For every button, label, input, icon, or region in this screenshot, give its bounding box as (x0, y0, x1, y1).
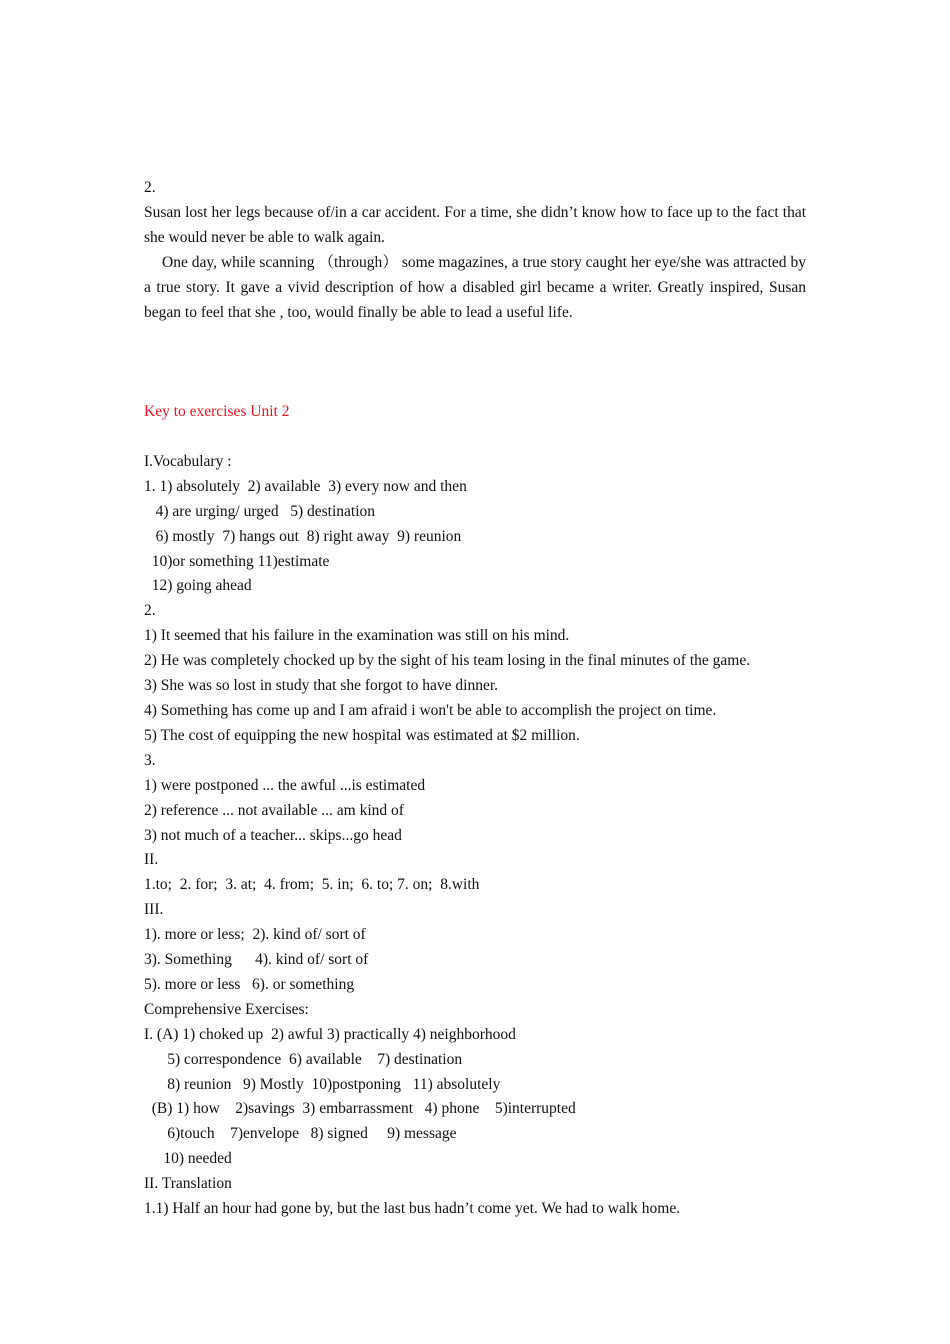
answer-line: 4) are urging/ urged 5) destination (144, 502, 376, 520)
answer-line: 1). more or less; 2). kind of/ sort of (144, 926, 366, 944)
answer-line: 6)touch 7)envelope 8) signed 9) message (144, 1125, 457, 1143)
section-heading: Key to exercises Unit 2 (144, 403, 290, 421)
answer-line: I.Vocabulary : (144, 452, 232, 470)
answer-line: 6) mostly 7) hangs out 8) right away 9) reunion (144, 527, 462, 545)
answer-line: Comprehensive Exercises: (144, 1000, 309, 1018)
document-page (144, 176, 806, 1222)
answer-line: 3). Something 4). kind of/ sort of (144, 951, 369, 969)
answer-line: (B) 1) how 2)savings 3) embarrassment 4) phone 5)interrupted (144, 1100, 576, 1118)
answer-line: 5) The cost of equipping the new hospital was estimated at $2 million. (144, 726, 580, 744)
answer-line: II. Translation (144, 1175, 232, 1193)
answer-line: 2) reference ... not available ... am kind of (144, 801, 404, 819)
answer-line: 10) needed (144, 1150, 232, 1168)
answer-line: 5) correspondence 6) available 7) destination (144, 1050, 463, 1068)
answer-line: 1.to; 2. for; 3. at; 4. from; 5. in; 6. to; 7. on; 8.with (144, 876, 480, 894)
paragraph-2: One day, while scanning （through） some magazines, a true story caught her eye/she was attracted by a true story. It gave a vivid description of how a disabled girl became a writer. Greatly inspired, Susan began to feel that she , too, would finally be able to lead a useful life. (144, 253, 806, 321)
answer-line: 2) He was completely chocked up by the sight of his team losing in the final minutes of the game. (144, 652, 751, 670)
paragraph-1: Susan lost her legs because of/in a car accident. For a time, she didn’t know how to face up to the fact that she would never be able to walk again. (144, 203, 806, 246)
answer-line: II. (144, 851, 159, 869)
answer-line: 8) reunion 9) Mostly 10)postponing 11) absolutely (144, 1075, 501, 1093)
answer-key-lines (144, 450, 806, 1222)
answer-line: 4) Something has come up and I am afraid i won't be able to accomplish the project on time. (144, 701, 717, 719)
section-number: 2. (144, 179, 156, 196)
answer-line: 3) not much of a teacher... skips...go head (144, 826, 402, 844)
answer-line: 1) were postponed ... the awful ...is estimated (144, 776, 426, 794)
answer-line: I. (A) 1) choked up 2) awful 3) practically 4) neighborhood (144, 1025, 516, 1043)
answer-line: III. (144, 901, 164, 919)
answer-line: 1. 1) absolutely 2) available 3) every now and then (144, 477, 467, 495)
answer-line: 1) It seemed that his failure in the examination was still on his mind. (144, 627, 570, 645)
answer-line: 12) going ahead (144, 577, 252, 595)
answer-line: 5). more or less 6). or something (144, 975, 355, 993)
answer-line: 3. (144, 751, 156, 769)
answer-line: 10)or something 11)estimate (144, 552, 330, 570)
answer-line: 3) She was so lost in study that she forgot to have dinner. (144, 677, 499, 695)
answer-line: 1.1) Half an hour had gone by, but the last bus hadn’t come yet. We had to walk home. (144, 1200, 681, 1218)
answer-line: 2. (144, 602, 156, 620)
